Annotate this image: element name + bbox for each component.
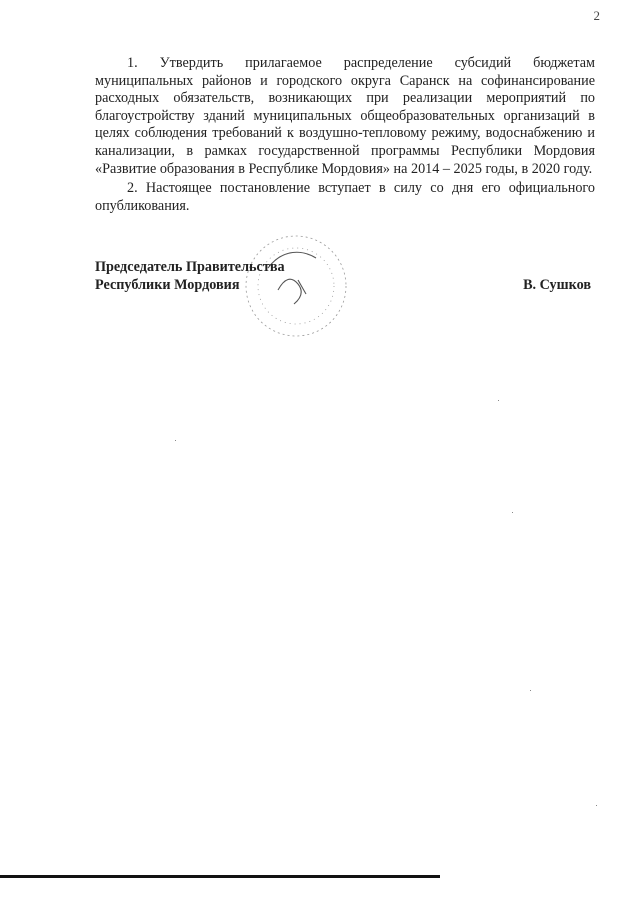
scan-speck [530, 690, 531, 691]
paragraph-1: 1. Утвердить прилагаемое распределение субсидий бюджетам муниципальных районов и городского округа Саранск на софинансирование расходных обязательств, возникающих при реализации мероприятий по благоустройству зданий муниципальных общеобразовательных организаций в целях соблюдения требований к воздушно-тепловому режиму, водоснабжению и канализации, в рамках государственной программы Республики Мордовия «Развитие образования в Республике Мордовия» на 2014 – 2025 годы, в 2020 году. [95, 55, 595, 177]
paragraph-2: 2. Настоящее постановление вступает в силу со дня его официального опубликования. [95, 180, 595, 214]
scan-speck [596, 805, 597, 806]
scan-speck [498, 400, 499, 401]
signature-block [95, 258, 595, 294]
bottom-rule [0, 875, 440, 878]
document-body [95, 55, 595, 215]
signatory-title-line1: Председатель Правительства [95, 259, 285, 275]
signatory-title-line2: Республики Мордовия [95, 277, 240, 293]
signatory-name: В. Сушков [523, 277, 591, 293]
page-number: 2 [593, 8, 600, 23]
scan-speck [175, 440, 176, 441]
scan-speck [512, 512, 513, 513]
